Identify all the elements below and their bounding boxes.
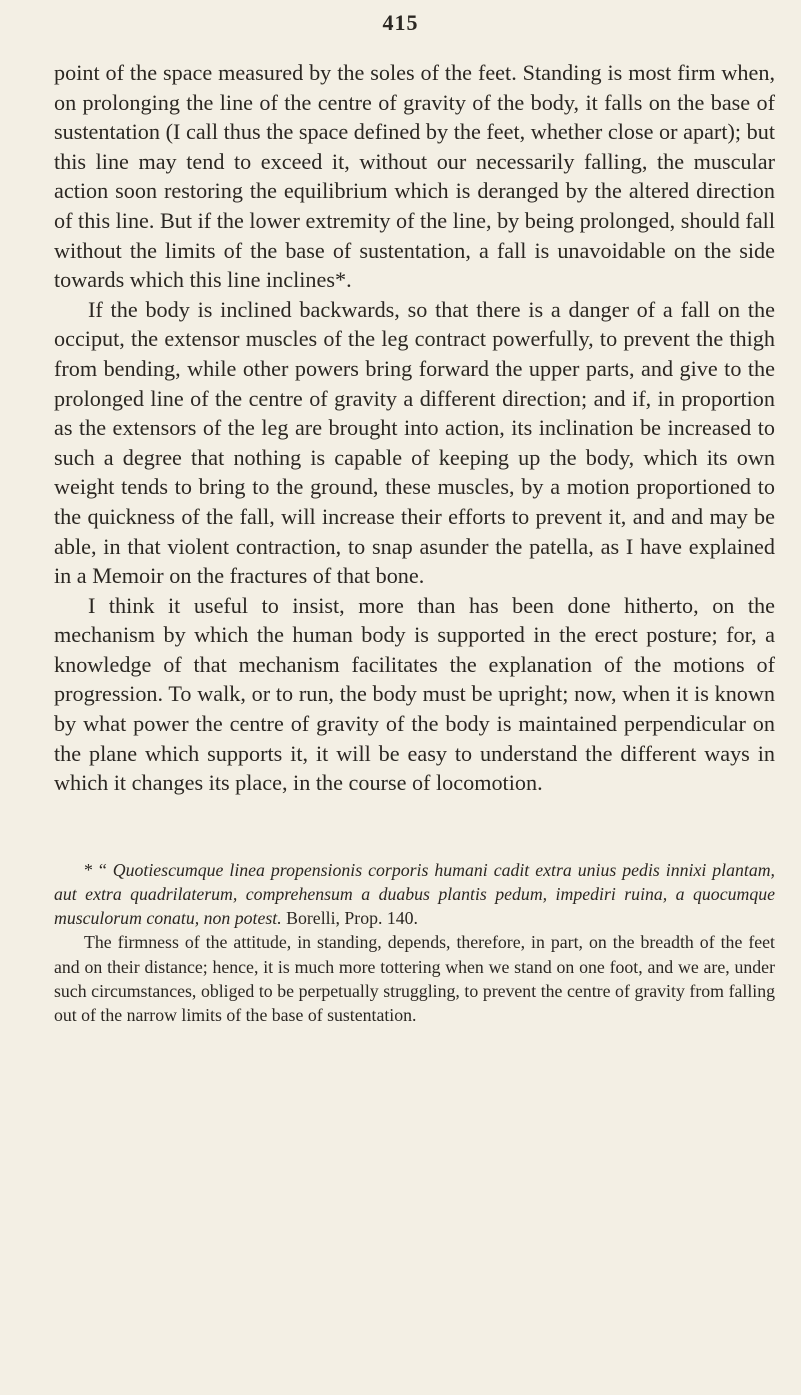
footnote-1 <box>54 858 775 931</box>
page-number: 415 <box>382 10 419 35</box>
body-paragraph-2: If the body is inclined backwards, so that there is a danger of a fall on the occiput, the extensor muscles of the leg contract powerfully, to prevent the thigh from bending, while other powers bring forward the upper parts, and give to the prolonged line of the centre of gravity a different direction; and if, in proportion as the extensors of the leg are brought into action, its inclination be increased to such a degree that nothing is capable of keeping up the body, which its own weight tends to bring to the ground, these muscles, by a motion proportioned to the quickness of the fall, will increase their efforts to prevent it, and and may be able, in that violent contraction, to snap asunder the patella, as I have explained in a Memoir on the fractures of that bone. <box>54 296 775 589</box>
footnote-spacer <box>54 798 775 858</box>
footnote-2: The firmness of the attitude, in standing, depends, therefore, in part, on the breadth of the feet and on their distance; hence, it is much more tottering when we stand on one foot, and we are, under such circumstances, obliged to be perpetually struggling, to prevent the centre of gravity from falling out of the narrow limits of the base of sustentation. <box>54 932 775 1026</box>
footnote-marker: * “ <box>84 859 107 880</box>
body-paragraph-1: point of the space measured by the soles of the feet. Standing is most firm when, on prolonging the line of the centre of gravity of the body, it falls on the base of sustentation (I call thus the space defined by the feet, whether close or apart); but this line may tend to exceed it, without our necessarily falling, the muscular action soon restoring the equilibrium which is deranged by the altered direction of this line. But if the lower extremity of the line, by being prolonged, should fall without the limits of the base of sustentation, a fall is unavoidable on the side towards which this line inclines*. <box>54 60 775 293</box>
footnote-latin-quote: Quotiescumque linea propensionis corporis humani cadit extra unius pedis innixi plantam, aut extra quadrilaterum, comprehensum a duabus plantis pedum, impediri ruina, a quocumque musculorum conatu, non potest. <box>54 859 776 929</box>
body-paragraph-3: I think it useful to insist, more than has been done hitherto, on the mechanism by which the human body is supported in the erect posture; for, a knowledge of that mechanism facilitates the explanation of the motions of progression. To walk, or to run, the body must be upright; now, when it is known by what power the centre of gravity of the body is maintained perpendicular on the plane which supports it, it will be easy to understand the different ways in which it changes its place, in the course of locomotion. <box>54 592 775 796</box>
footnote-citation: Borelli, Prop. 140. <box>281 908 419 929</box>
